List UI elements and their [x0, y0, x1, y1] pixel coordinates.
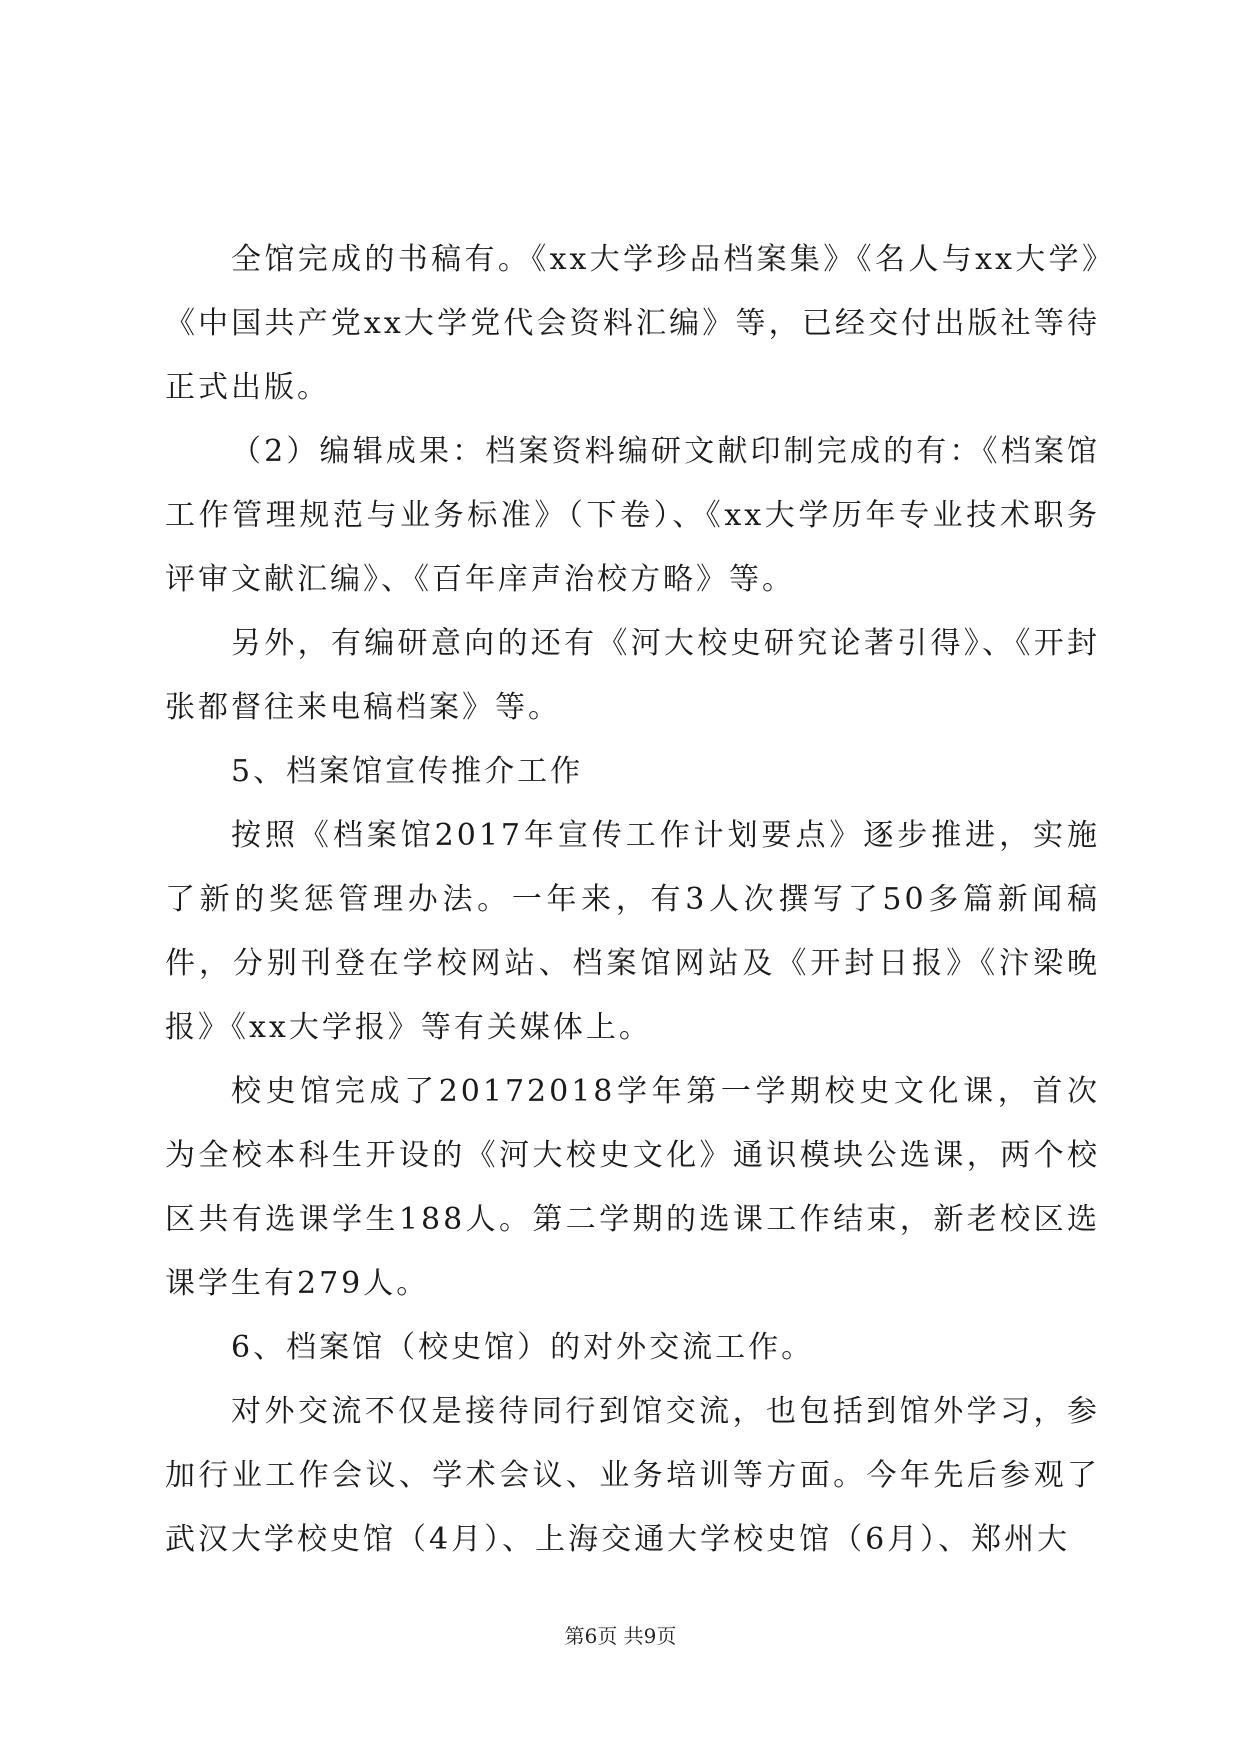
- page-number-footer: 第6页 共9页: [564, 1624, 677, 1648]
- paragraph-editing-results: （2）编辑成果：档案资料编研文献印制完成的有：《档案馆工作管理规范与业务标准》（下卷）、《xx大学历年专业技术职务评审文献汇编》、《百年庠声治校方略》等。: [165, 434, 1100, 597]
- paragraph-history-course: 校史馆完成了20172018学年第一学期校史文化课，首次为全校本科生开设的《河大校史文化》通识模块公选课，两个校区共有选课学生188人。第二学期的选课工作结束，新老校区选课学生有279人。: [165, 1074, 1100, 1301]
- paragraph-manuscripts: 全馆完成的书稿有。《xx大学珍品档案集》《名人与xx大学》《中国共产党xx大学党代会资料汇编》等，已经交付出版社等待正式出版。: [165, 242, 1100, 405]
- section-heading-exchange: 6、档案馆（校史馆）的对外交流工作。: [231, 1330, 815, 1365]
- paragraph-publicity: 按照《档案馆2017年宣传工作计划要点》逐步推进，实施了新的奖惩管理办法。一年来，有3人次撰写了50多篇新闻稿件，分别刊登在学校网站、档案馆网站及《开封日报》《汴梁晚报》《xx大学报》等有关媒体上。: [165, 818, 1100, 1045]
- paragraph-exchange: 对外交流不仅是接待同行到馆交流，也包括到馆外学习，参加行业工作会议、学术会议、业务培训等方面。今年先后参观了武汉大学校史馆（4月）、上海交通大学校史馆（6月）、郑州大: [165, 1394, 1100, 1557]
- paragraph-other-plans: 另外，有编研意向的还有《河大校史研究论著引得》、《开封张都督往来电稿档案》等。: [165, 626, 1100, 725]
- document-body: [165, 228, 1100, 1572]
- section-heading-publicity: 5、档案馆宣传推介工作: [231, 754, 584, 789]
